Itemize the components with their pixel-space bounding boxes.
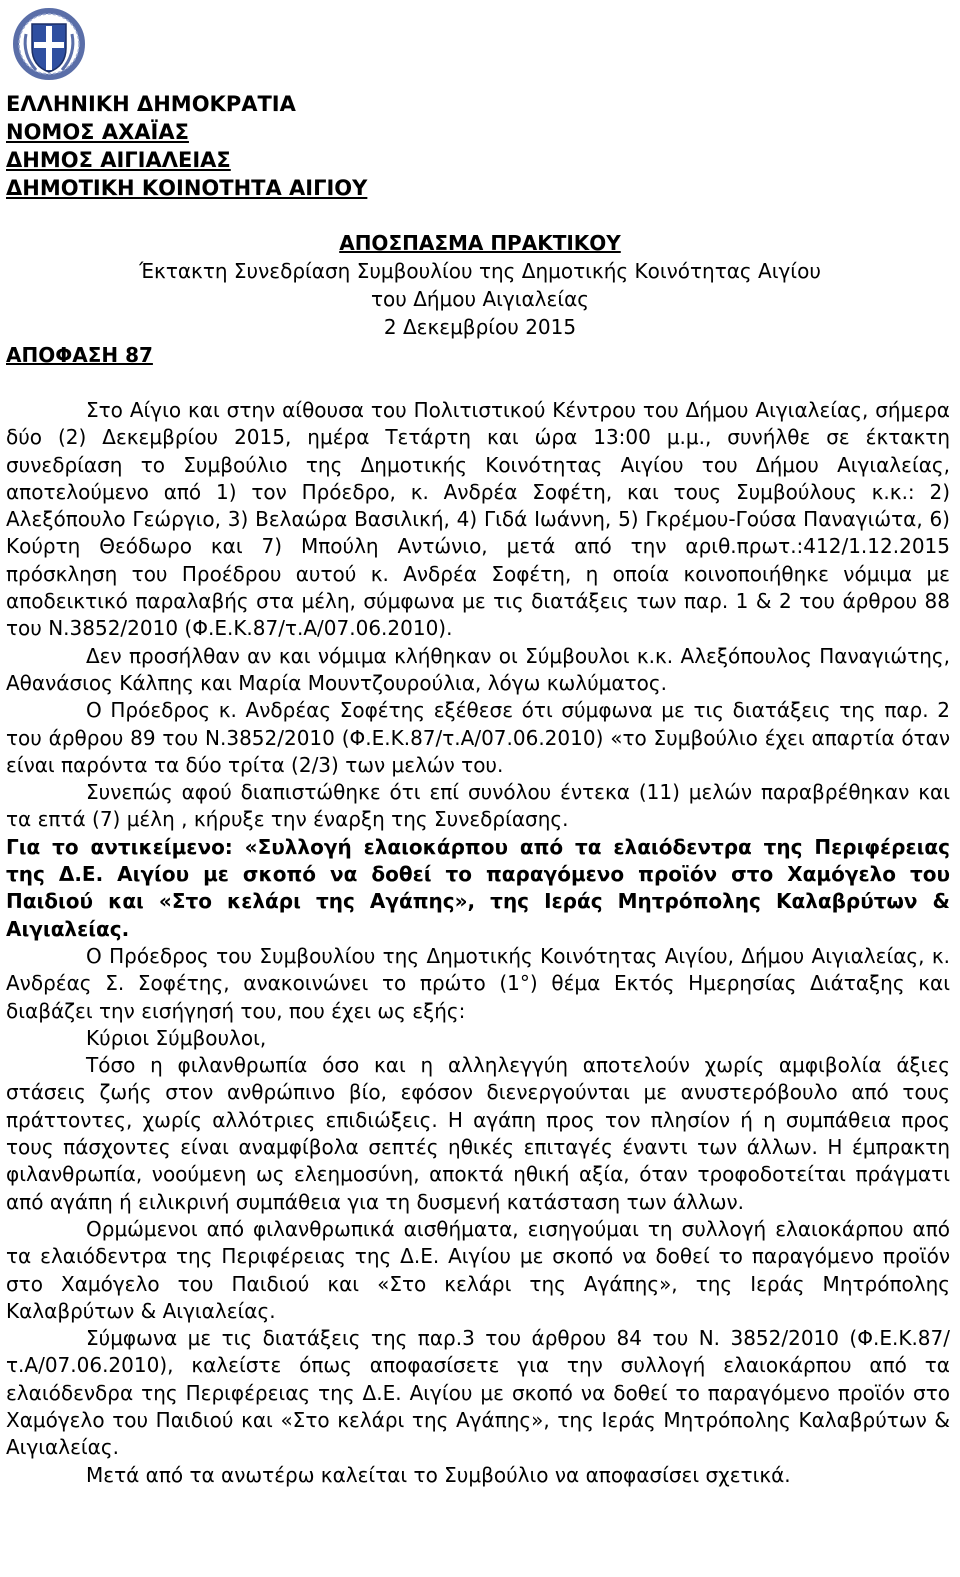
paragraph-opening: Στο Αίγιο και στην αίθουσα του Πολιτιστικού Κέντρου του Δήμου Αιγιαλείας, σήμερα δύο (2) Δεκεμβρίου 2015, ημέρα Τετάρτη και ώρα 13:00 μ.μ., συνήλθε σε έκτακτη συνεδρίαση το Συμβούλιο της Δημοτικής Κοινότητας Αιγίου του Δήμου Αιγιαλείας, αποτελούμενο από 1) τον Πρόεδρο, κ. Ανδρέα Σοφέτη, και τους Συμβούλους κ.κ.: 2) Αλεξόπουλο Γεώργιο, 3) Βελαώρα Βασιλική, 4) Γιδά Ιωάννη, 5) Γκρέμου-Γούσα Παναγιώτα, 6) Κούρτη Θεόδωρο και 7) Μπούλη Αντώνιο, μετά από την αριθ.πρωτ.:412/1.12.2015 πρόσκληση του Προέδρου αυτού κ. Ανδρέα Σοφέτη, η οποία κοινοποιήθηκε νόμιμα με αποδεικτικό παραλαβής στα μέλη, σύμφωνα με τις διατάξεις των παρ. 1 & 2 του άρθρου 88 του Ν.3852/2010 (Φ.Ε.Κ.87/τ.Α/07.06.2010).: [6, 398, 950, 641]
header-prefecture: ΝΟΜΟΣ ΑΧΑΪΑΣ: [6, 120, 189, 144]
subject-heading: Για το αντικείμενο: «Συλλογή ελαιοκάρπου από τα ελαιόδεντρα της Περιφέρειας της Δ.Ε. Αιγίου με σκοπό να δοθεί το παραγόμενο προϊόν στο Χαμόγελο του Παιδιού και «Στο κελάρι της Αγάπης», της Ιεράς Μητρόπολης Καλαβρύτων & Αιγιαλείας.: [6, 834, 950, 941]
greek-coat-of-arms-icon: [8, 4, 90, 82]
document-title: ΑΠΟΣΠΑΣΜΑ ΠΡΑΚΤΙΚΟΥ: [339, 231, 621, 255]
paragraph-proposal: Ορμώμενοι από φιλανθρωπικά αισθήματα, εισηγούμαι τη συλλογή ελαιοκάρπου από τα ελαιόδεντρα της Περιφέρειας της Δ.Ε. Αιγίου με σκοπό να δοθεί το παραγόμενο προϊόν στο Χαμόγελο του Παιδιού και «Στο κελάρι της Αγάπης», της Ιεράς Μητρόπολης Καλαβρύτων & Αιγιαλείας.: [6, 1216, 950, 1323]
header-municipality: ΔΗΜΟΣ ΑΙΓΙΑΛΕΙΑΣ: [6, 148, 231, 172]
paragraph-quorum: Ο Πρόεδρος κ. Ανδρέας Σοφέτης εξέθεσε ότι σύμφωνα με τις διατάξεις της παρ. 2 του άρθρου 89 του Ν.3852/2010 (Φ.Ε.Κ.87/τ.Α/07.06.2010) «το Συμβούλιο έχει απαρτία όταν είναι παρόντα τα δύο τρίτα (2/3) των μελών του.: [6, 698, 950, 777]
paragraph-absent-members: Δεν προσήλθαν αν και νόμιμα κλήθηκαν οι Σύμβουλοι κ.κ. Αλεξόπουλος Παναγιώτης, Αθανάσιος Κάλπης και Μαρία Μουντζουρούλια, λόγω κωλύματος.: [6, 643, 950, 695]
header-community: ΔΗΜΟΤΙΚΗ ΚΟΙΝΟΤΗΤΑ ΑΙΓΙΟΥ: [6, 176, 368, 200]
session-date: 2 Δεκεμβρίου 2015: [383, 315, 577, 339]
paragraph-session-start: Συνεπώς αφού διαπιστώθηκε ότι επί συνόλου έντεκα (11) μελών παραβρέθηκαν και τα επτά (7) μέλη , κήρυξε την έναρξη της Συνεδρίασης.: [6, 780, 950, 832]
session-type: Έκτακτη Συνεδρίαση Συμβουλίου της Δημοτικής Κοινότητας Αιγίου: [139, 259, 821, 283]
document-body: [6, 397, 950, 1489]
paragraph-philanthropy: Τόσο η φιλανθρωπία όσο και η αλληλεγγύη αποτελούν χωρίς αμφιβολία άξιες στάσεις ζωής στον ανθρώπινο βίο, εφόσον διενεργούνται με ανυστερόβουλο από τους πράττοντες, χωρίς αλλότριες επιδιώξεις. Η αγάπη προς τον πλησίον ή η συμπάθεια προς τους πάσχοντες είναι αναμφίβολα σεπτές ηθικές επιταγές έναντι των άλλων. Η έμπρακτη φιλανθρωπία, νοούμενη ως ελεημοσύνη, αποκτά ηθική αξία, όταν τροφοδοτείται πράγματι από αγάπη ή ειλικρινή συμπάθεια για τη δυσμενή κατάσταση των άλλων.: [6, 1053, 950, 1214]
paragraph-closing: Μετά από τα ανωτέρω καλείται το Συμβούλιο να αποφασίσει σχετικά.: [86, 1462, 791, 1487]
paragraph-announcement: Ο Πρόεδρος του Συμβουλίου της Δημοτικής Κοινότητας Αιγίου, Δήμου Αιγιαλείας, κ. Ανδρέας Σ. Σοφέτης, ανακοινώνει το πρώτο (1°) θέμα Εκτός Ημερησίας Διάταξης και διαβάζει την εισήγησή του, που έχει ως εξής:: [6, 943, 950, 1023]
issuer-header: [6, 90, 367, 202]
paragraph-legal-basis: Σύμφωνα με τις διατάξεις της παρ.3 του άρθρου 84 του Ν. 3852/2010 (Φ.Ε.Κ.87/τ.Α/07.06.2010), καλείστε όπως αποφασίσετε για την συλλογή ελαιοκάρπου από τα ελαιόδενδρα της Περιφέρειας της Δ.Ε. Αιγίου με σκοπό να δοθεί το παραγόμενο προϊόν στο Χαμόγελο του Παιδιού και «Στο κελάρι της Αγάπης», της Ιεράς Μητρόπολης Καλαβρύτων & Αιγιαλείας.: [6, 1326, 950, 1460]
paragraph-salutation: Κύριοι Σύμβουλοι,: [86, 1025, 267, 1050]
session-municipality: του Δήμου Αιγιαλείας: [370, 287, 590, 311]
decision-number: ΑΠΟΦΑΣΗ 87: [6, 343, 153, 367]
document-title-block: [0, 229, 960, 341]
header-country: ΕΛΛΗΝΙΚΗ ΔΗΜΟΚΡΑΤΙΑ: [6, 92, 296, 116]
